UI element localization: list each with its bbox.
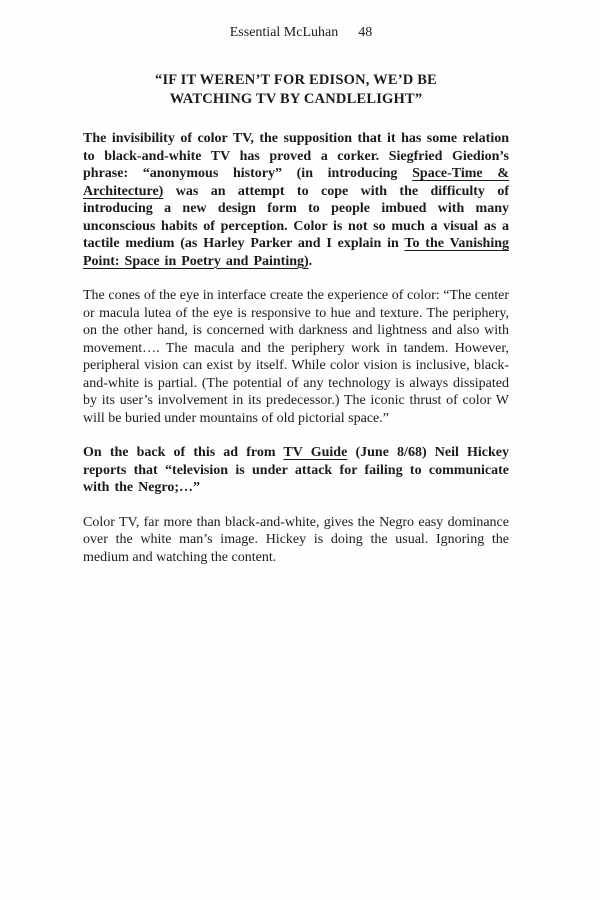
paragraph-2 [83,287,509,427]
text-run: (June 8/68) Neil Hickey reports that “television is under attack for failing to communicate with the Negro;…” [83,445,509,495]
paragraph-1 [83,130,509,270]
book-title: Essential McLuhan [229,25,339,40]
text-run: On the back of this ad from [83,445,284,460]
running-header [93,24,509,41]
text-run: The invisibility of color TV, the supposition that it has some relation to black-and-white TV has proved a corker. Siegfried Giedion’s phrase: “anonymous history” (in introducing [83,131,509,181]
page-number: 48 [358,25,373,40]
paragraph-3 [83,444,509,497]
page-content [83,24,509,566]
section-title-line1: “IF IT WEREN’T FOR EDISON, WE’D BE [155,72,437,88]
book-title-reference: Space-Time & Architecture) [83,166,509,199]
book-title-reference: To the Vanishing Point: Space in Poetry and Painting) [83,236,509,269]
text-run: was an attempt to cope with the difficulty of introducing a new design form to people imbued with many unconscious habits of perception. Color is not so much a visual as a tactile medium (as Harley Parker and I explain in [83,183,509,251]
section-title [83,71,509,109]
section-title-line2: WATCHING TV BY CANDLELIGHT” [169,91,423,107]
text-run: Color TV, far more than black-and-white, gives the Negro easy dominance over the white man’s image. Hickey is doing the usual. Ignoring the medium and watching the content. [83,514,509,565]
paragraph-4 [83,514,509,567]
text-run: . [308,253,313,269]
text-run: The cones of the eye in interface create the experience of color: “The center or macula lutea of the eye is responsive to hue and texture. The periphery, on the other hand, is concerned with darkness and lightness and also with movement…. The macula and the periphery work in tandem. However, peripheral vision can exist by itself. While color vision is inclusive, black-and-white is partial. (The potential of any technology is always dissipated by its user’s involvement in its predecessor.) The iconic thrust of color W will be buried under mountains of old pictorial space.” [83,288,509,426]
body-text [83,130,509,566]
magazine-title-reference: TV Guide [283,445,348,460]
